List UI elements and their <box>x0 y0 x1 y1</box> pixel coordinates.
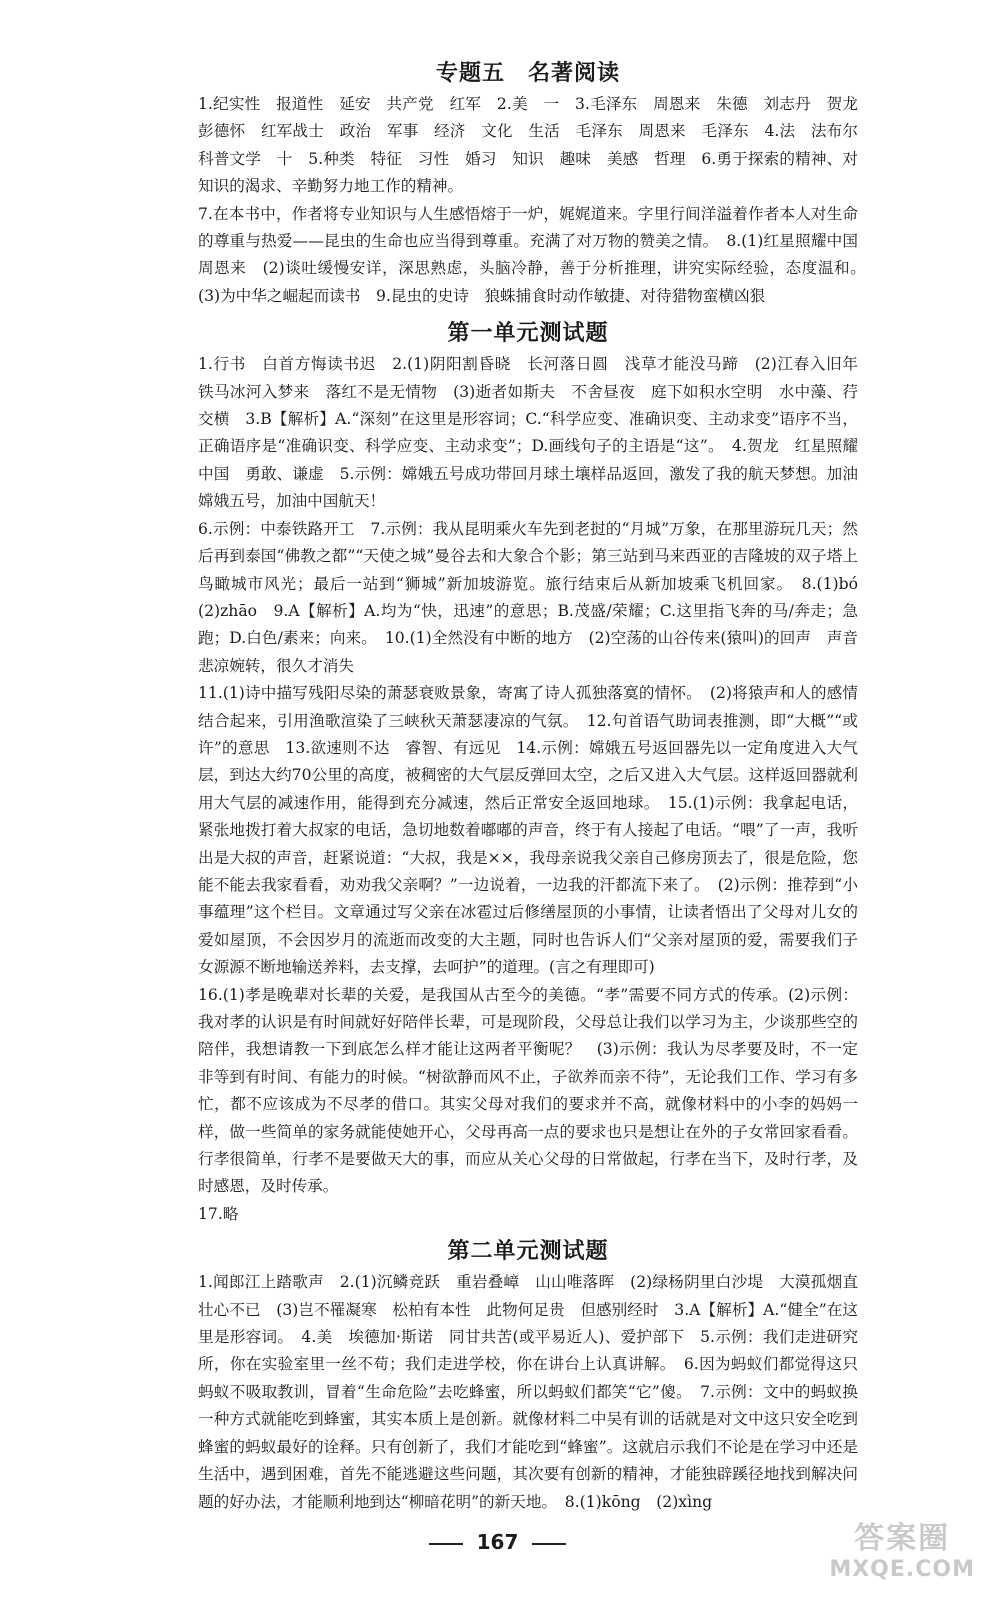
page-number: 167 <box>476 1530 519 1554</box>
section-unit-one-test <box>198 316 874 1228</box>
section-unit-two-test <box>198 1234 874 1516</box>
section-title: 第一单元测试题 <box>447 321 609 347</box>
section-title: 专题五 名著阅读 <box>435 61 620 86</box>
footer-dash-right <box>532 1543 566 1545</box>
watermark-title: 答案圈 <box>854 1521 951 1556</box>
answer-paragraph: 1.闻郎江上踏歌声 2.(1)沉鳞竞跃 重岩叠嶂 山山唯落晖 (2)绿杨阴里白沙堤 大漠孤烟直 壮心不已 (3)岂不罹凝寒 松柏有本性 此物何足贵 但感别经时 3.A【解析】A.“健全”在这里是形容词。 4.美 埃德加·斯诺 同甘共苦(或平易近人)、爱护部下 5.示例：我们走进研究所，你在实验室里一丝不苟；我们走进学校，你在讲台上认真讲解。 6.因为蚂蚁们都觉得这只蚂蚁不吸取教训，冒着“生命危险”去吃蜂蜜，所以蚂蚁们都笑“它”傻。 7.示例：文中的蚂蚁换一种方式就能吃到蜂蜜，其实本质上是创新。就像材料二中吴有训的话就是对文中这只安全吃到蜂蜜的蚂蚁最好的诠释。只有创新了，我们才能吃到“蜂蜜”。这就启示我们不论是在学习中还是生活中，遇到困难，首先不能逃避这些问题，其次要有创新的精神，才能独辟蹊径地找到解决问题的好办法，才能顺利地到达“柳暗花明”的新天地。 8.(1)kōng (2)xìng <box>198 1273 874 1511</box>
answer-paragraph: 16.(1)孝是晚辈对长辈的关爱，是我国从古至今的美德。“孝”需要不同方式的传承。(2)示例：我对孝的认识是有时间就好好陪伴长辈，可是现阶段，父母总让我们以学习为主，少谈那些空的陪伴，我想请教一下到底怎么样才能让这两者平衡呢？ (3)示例：我认为尽孝要及时，不一定非等到有时间、有能力的时候。“树欲静而风不止，子欲养而亲不待”，无论我们工作、学习有多忙，都不应该成为不尽孝的借口。其实父母对我们的要求并不高，就像材料中的小李的妈妈一样，做一些简单的家务就能使她开心，父母再高一点的要求也只是想让在外的子女常回家看看。行孝很简单，行孝不是要做天大的事，而应从关心父母的日常做起，行孝在当下，及时行孝，及时感恩，及时传承。 <box>198 985 858 1196</box>
answer-paragraph: 11.(1)诗中描写残阳尽染的萧瑟衰败景象，寄寓了诗人孤独落寞的情怀。 (2)将猿声和人的感情结合起来，引用渔歌渲染了三峡秋天萧瑟凄凉的气氛。 12.句首语气助词表推测，即“大概”“或许”的意思 13.欲速则不达 睿智、有远见 14.示例：嫦娥五号返回器先以一定角度进入大气层，到达大约70公里的高度，被稠密的大气层反弹回太空，之后又进入大气层。这样返回器就利用大气层的减速作用，能得到充分减速，然后正常安全返回地球。 15.(1)示例：我拿起电话，紧张地拨打着大叔家的电话，急切地数着嘟嘟的声音，终于有人接起了电话。“喂”了一声，我听出是大叔的声音，赶紧说道：“大叔，我是××，我母亲说我父亲自己修房顶去了，很是危险，您能不能去我家看看，劝劝我父亲啊？”一边说着，一边我的汗都流下来了。 (2)示例：推荐到“小事蕴理”这个栏目。文章通过写父亲在冰雹过后修缮屋顶的小事情，让读者悟出了父母对儿女的爱如屋顶，不会因岁月的流逝而改变的大主题，同时也告诉人们“父亲对屋顶的爱，需要我们子女源源不断地输送养料，去支撑，去呵护”的道理。(言之有理即可) <box>198 684 858 977</box>
watermark-logo <box>829 1513 975 1582</box>
answer-paragraph: 17.略 <box>198 1204 239 1223</box>
footer-dash-left <box>429 1543 463 1545</box>
answer-paragraph: 6.示例：中泰铁路开工 7.示例：我从昆明乘火车先到老挝的“月城”万象，在那里游玩几天；然后再到泰国“佛教之都”“天使之城”曼谷去和大象合个影；第三站到马来西亚的吉隆坡的双子塔上鸟瞰城市风光；最后一站到“狮城”新加坡游览。旅行结束后从新加坡乘飞机回家。 8.(1)bó (2)zhāo 9.A【解析】A.均为“快，迅速”的意思；B.茂盛/荣耀；C.这里指飞奔的马/奔走；急跑；D.白色/素来；向来。 10.(1)全然没有中断的地方 (2)空荡的山谷传来(猿叫)的回声 声音悲凉婉转，很久才消失 <box>198 519 874 675</box>
answer-paragraph: 1.行书 白首方悔读书迟 2.(1)阴阳割昏晓 长河落日圆 浅草才能没马蹄 (2)江春入旧年 铁马冰河入梦来 落红不是无情物 (3)逝者如斯夫 不舍昼夜 庭下如积水空明 水中藻、荇交横 3.B【解析】A.“深刻”在这里是形容词；C.“科学应变、准确识变、主动求变”语序不当，正确语序是“准确识变、科学应变、主动求变”；D.画线句子的主语是“这”。 4.贺龙 红星照耀中国 勇敢、谦虚 5.示例：嫦娥五号成功带回月球土壤样品返回，激发了我的航天梦想。加油嫦娥五号，加油中国航天！ <box>198 355 874 511</box>
watermark-url: MXQE.COM <box>829 1557 975 1582</box>
answer-paragraph: 1.纪实性 报道性 延安 共产党 红军 2.美 一 3.毛泽东 周恩来 朱德 刘志丹 贺龙 彭德怀 红军战士 政治 军事 经济 文化 生活 毛泽东 周恩来 毛泽东 4.法 法布尔 科普文学 十 5.种类 特征 习性 婚习 知识 趣味 美感 哲理 6.勇于探索的精神、对知识的渴求、辛勤努力地工作的精神。 <box>198 95 874 196</box>
answer-page <box>198 50 874 1518</box>
section-classics-reading <box>198 56 874 310</box>
answer-paragraph: 7.在本书中，作者将专业知识与人生感悟熔于一炉，娓娓道来。字里行间洋溢着作者本人对生命的尊重与热爱——昆虫的生命也应当得到尊重。充满了对万物的赞美之情。 8.(1)红星照耀中国 周恩来 (2)谈吐缓慢安详，深思熟虑，头脑冷静，善于分析推理，讲究实际经验，态度温和。 (3)为中华之崛起而读书 9.昆虫的史诗 狼蛛捕食时动作敏捷、对待猎物蛮横凶狠 <box>198 204 874 305</box>
section-title: 第二单元测试题 <box>447 1239 609 1265</box>
